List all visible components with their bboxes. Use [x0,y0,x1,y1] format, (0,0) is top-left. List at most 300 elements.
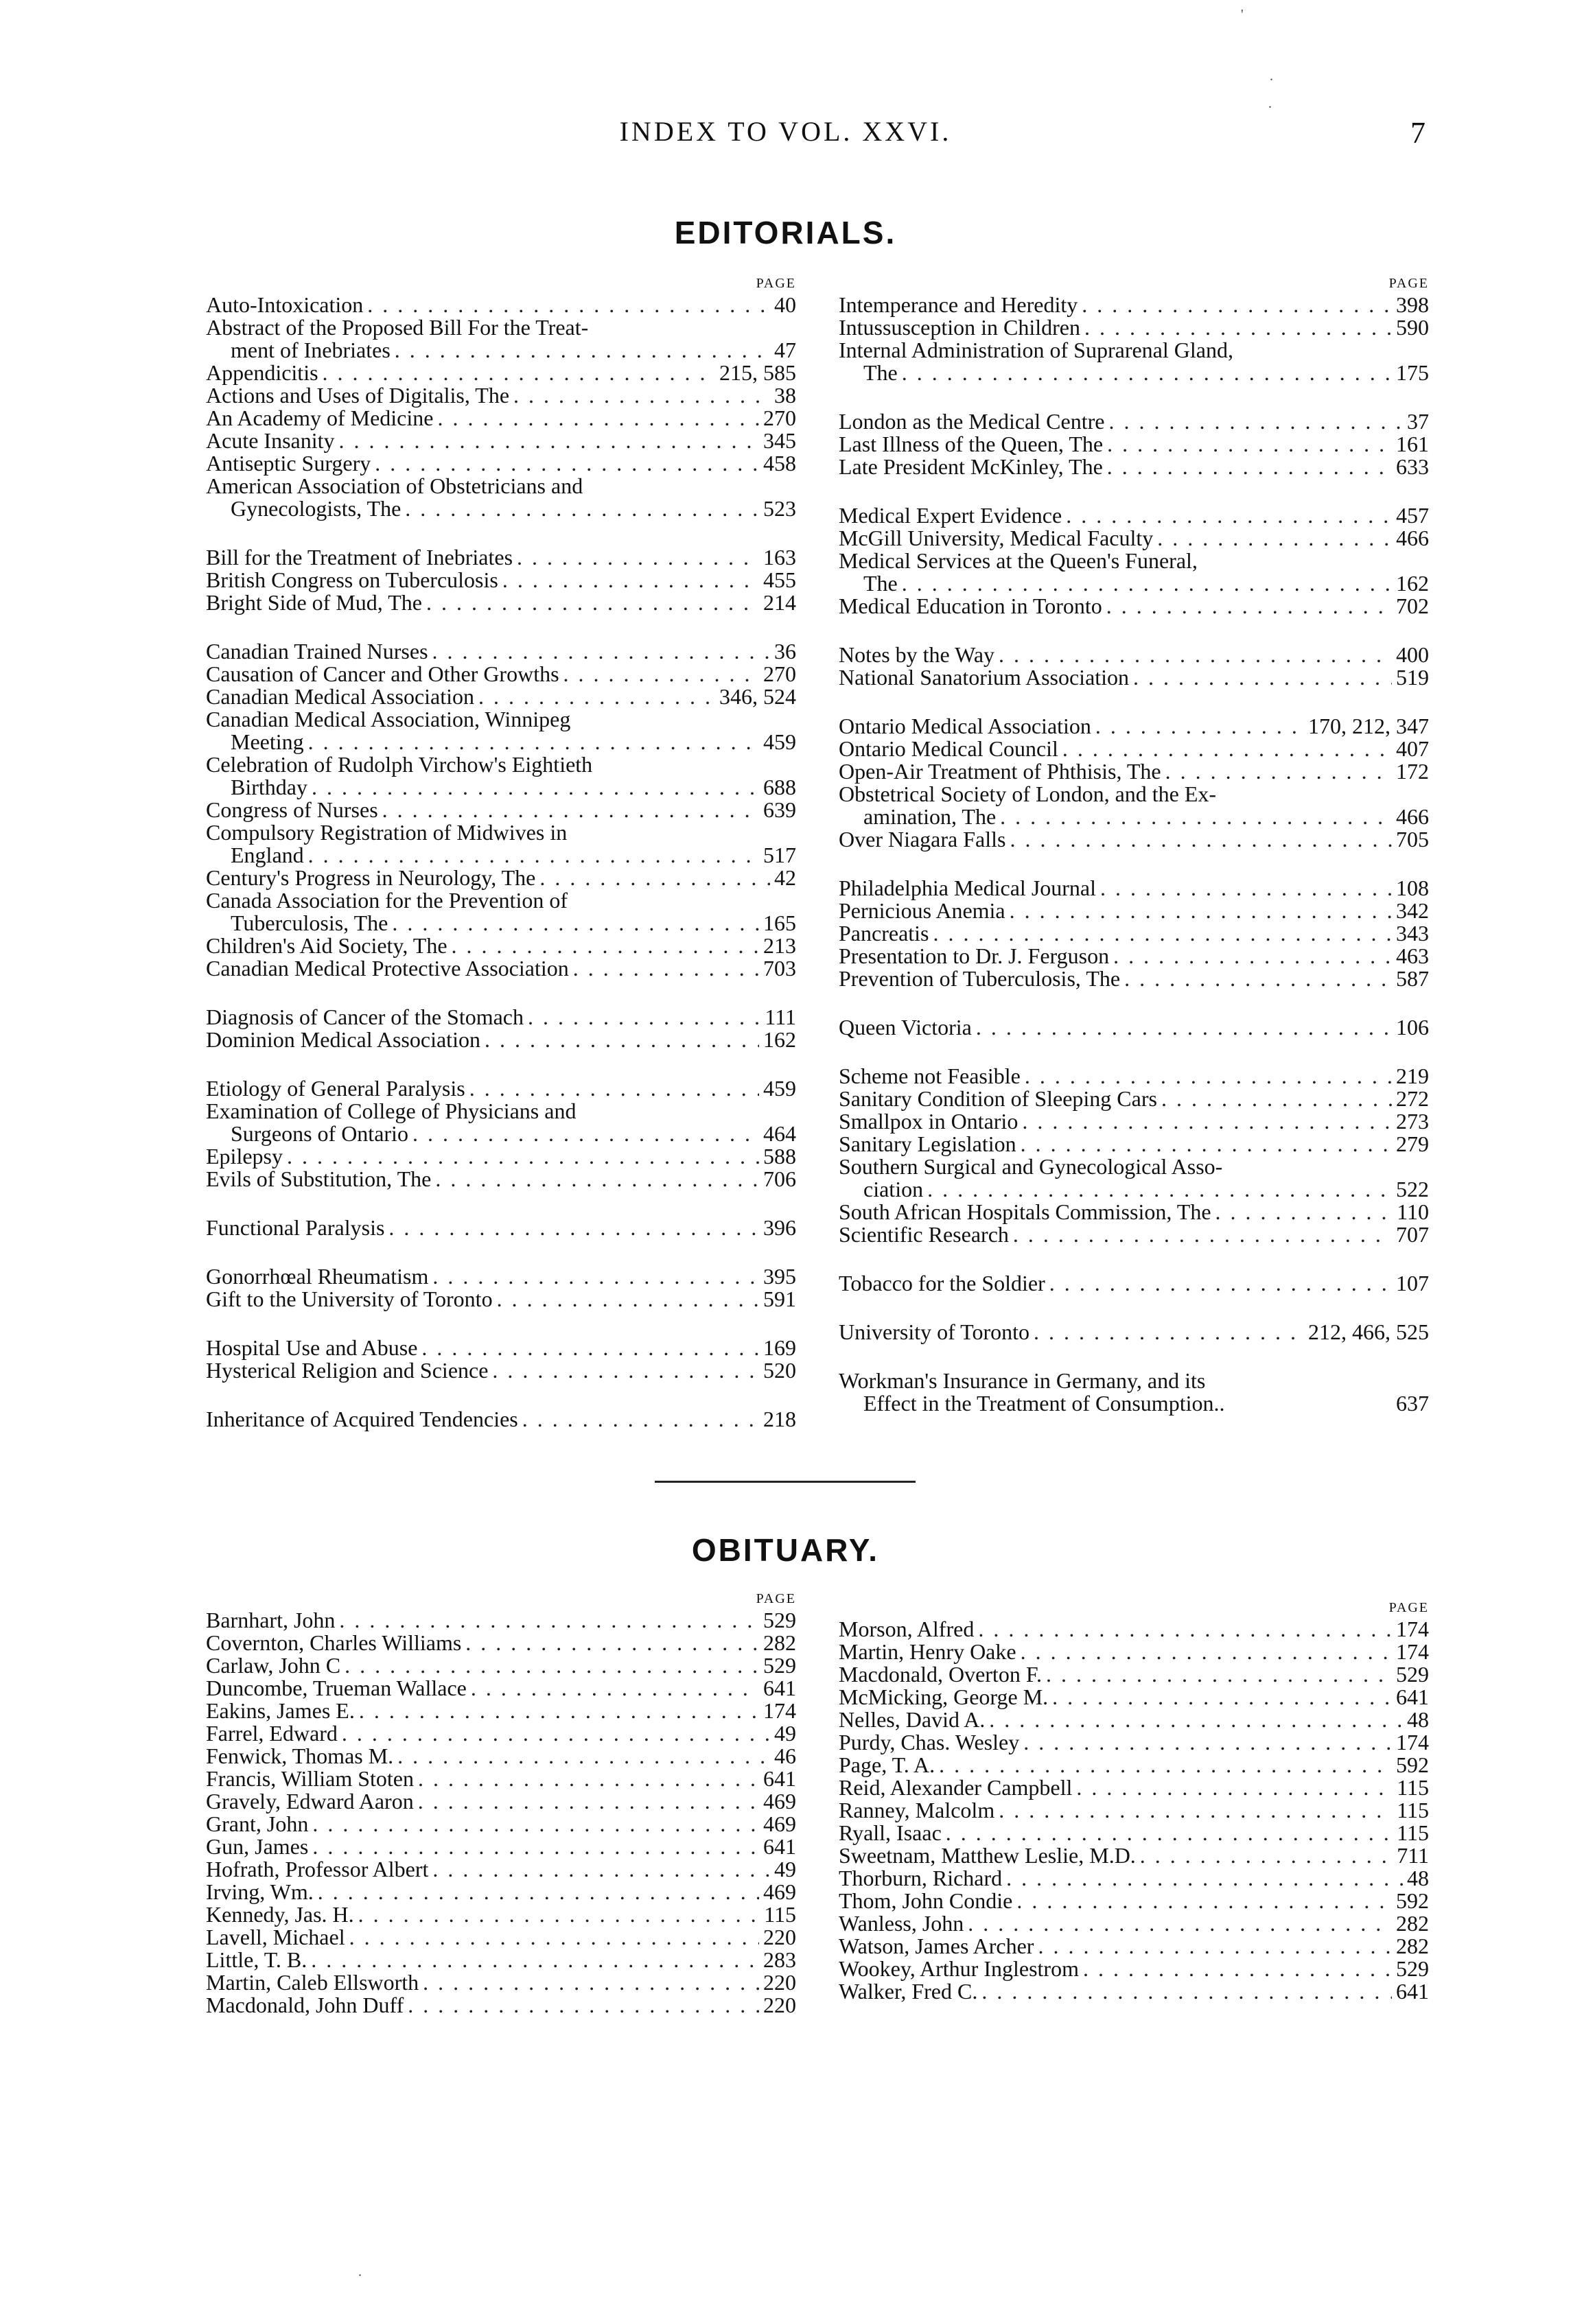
entry-page-number: 283 [763,1947,796,1972]
entry-page-number: 115 [1397,1775,1429,1800]
entry-page-number: 466 [1396,804,1429,829]
dot-leader [927,1178,1392,1201]
index-entry [839,877,1429,900]
entry-line [206,497,796,520]
entry-page-number: 396 [763,1215,796,1240]
obituary-entry [206,1654,796,1677]
entry-title: Ontario Medical Association [839,714,1091,738]
index-entry [839,1065,1429,1088]
obituary-entry [839,1709,1429,1731]
entry-title: Tobacco for the Soldier [839,1271,1045,1295]
entry-page-number: 174 [1396,1617,1429,1641]
dot-leader [408,1994,759,2017]
entry-title: Appendicitis [206,360,318,385]
entry-page-number: 469 [763,1811,796,1836]
dot-leader [1140,1844,1393,1867]
entry-title: Notes by the Way [839,642,995,667]
index-entry [839,504,1429,527]
entry-page-number: 457 [1396,503,1429,528]
dot-leader [517,546,759,569]
entry-title: Causation of Cancer and Other Growths [206,661,559,686]
obituary-entry [839,1912,1429,1935]
entry-line [206,844,796,867]
index-entry [839,666,1429,689]
entry-page-number: 529 [763,1653,796,1678]
entry-line [206,957,796,980]
dot-leader [1022,1110,1392,1133]
dot-leader [539,867,770,889]
index-entry [206,1077,796,1100]
entry-title: England [231,843,304,867]
print-speck: . [1270,69,1273,84]
dot-leader [421,1337,759,1359]
entry-page-number: 588 [763,1144,796,1169]
entry-page-number: 529 [1396,1662,1429,1687]
obituary-entry [839,1776,1429,1799]
obituary-entry [206,1881,796,1903]
entry-line [206,640,796,663]
entry-title: Fenwick, Thomas M. [206,1744,394,1768]
index-entry [206,957,796,980]
editorials-left-column [206,273,796,1431]
dot-leader [478,685,715,708]
dot-leader [452,935,759,957]
entry-title: Covernton, Charles Williams [206,1630,462,1655]
index-entry [206,1168,796,1190]
entry-page-number: 529 [763,1608,796,1632]
index-entry [839,828,1429,851]
entry-page-number: 463 [1396,943,1429,968]
obituary-entry [839,1799,1429,1822]
index-entry [206,1029,796,1051]
entry-title: Barnhart, John [206,1608,336,1632]
index-entry [839,945,1429,967]
index-entry [206,591,796,614]
dot-leader [1062,738,1392,760]
entry-page-number: 282 [763,1630,796,1655]
dot-leader [1082,294,1392,316]
entry-line [839,1201,1429,1223]
index-entry [206,708,796,753]
letter-group-gap [206,1190,796,1217]
entry-title: McMicking, George M. [839,1685,1049,1709]
entry-line [206,1029,796,1051]
obituary-entry [839,1686,1429,1709]
entry-title: Pernicious Anemia [839,898,1005,923]
index-entry [839,316,1429,339]
entry-page-number: 633 [1396,454,1429,479]
entry-page-number: 273 [1396,1109,1429,1134]
entry-line [206,1337,796,1359]
entry-title: Reid, Alexander Campbell [839,1775,1073,1800]
entry-line [206,1145,796,1168]
entry-page-number: 398 [1396,292,1429,317]
entry-title: Birthday [231,775,307,799]
entry-title-line: Celebration of Rudolph Virchow's Eightieth [206,752,593,777]
entry-title: Diagnosis of Cancer of the Stomach [206,1005,524,1029]
entry-page-number: 46 [774,1744,796,1768]
dot-leader [513,384,770,407]
dot-leader [435,1168,759,1190]
entry-title: Macdonald, John Duff [206,1993,404,2017]
entry-title: Tuberculosis, The [231,911,388,935]
print-speck: . [358,2264,362,2279]
index-entry [206,1288,796,1311]
entry-line [206,867,796,889]
entry-page-number: 522 [1396,1177,1429,1201]
index-entry [206,384,796,407]
obituary-left-list [206,1609,796,2017]
entry-line [839,456,1429,478]
entry-title: Antiseptic Surgery [206,451,371,476]
entry-line [839,760,1429,783]
editorials-right-column [839,273,1429,1415]
entry-title-line: Canadian Medical Association, Winnipeg [206,707,571,731]
index-entry [206,935,796,957]
entry-page-number: 42 [774,865,796,890]
dot-leader [1021,1641,1392,1663]
entry-title: Kennedy, Jas. H. [206,1902,354,1927]
entry-page-number: 106 [1396,1015,1429,1040]
index-entry [206,362,796,384]
entry-title: Hysterical Religion and Science [206,1358,489,1383]
entry-page-number: 172 [1396,759,1429,784]
dot-leader [1000,806,1392,828]
index-entry [206,294,796,316]
obituary-entry [206,1609,796,1632]
entry-line [206,1168,796,1190]
dot-leader [1095,715,1304,738]
index-entry [839,900,1429,922]
obituary-entry [206,1903,796,1926]
obituary-entry [206,1926,796,1949]
dot-leader [902,572,1392,595]
dot-leader [1215,1201,1393,1223]
entry-title: An Academy of Medicine [206,406,434,430]
entry-page-number: 218 [763,1407,796,1431]
entry-page-number: 212, 466, 525 [1308,1319,1429,1344]
dot-leader [1021,1133,1392,1155]
entry-line [206,685,796,708]
dot-leader [1010,828,1392,851]
entry-page-number: 711 [1397,1843,1429,1868]
entry-line [206,546,796,569]
entry-line [206,1359,796,1382]
letter-group-gap [206,520,796,546]
entry-page-number: 213 [763,933,796,958]
entry-line [206,1408,796,1431]
entry-page-number: 466 [1396,526,1429,550]
entry-title: Bright Side of Mud, The [206,590,422,615]
obituary-entry [206,1813,796,1835]
index-entry [206,1265,796,1288]
entry-page-number: 219 [1396,1064,1429,1088]
dot-leader [469,1077,759,1100]
entry-title: Philadelphia Medical Journal [839,876,1097,900]
dot-leader [1113,945,1392,967]
index-entry [839,715,1429,738]
dot-leader [1023,1731,1392,1754]
entry-page-number: 342 [1396,898,1429,923]
index-entry [206,316,796,362]
dot-leader [392,912,759,935]
page-column-label: PAGE [1388,276,1429,291]
print-speck: . [1268,96,1272,111]
dot-leader [432,1858,770,1881]
entry-line [206,1006,796,1029]
entry-line [206,362,796,384]
entry-page-number: 519 [1396,665,1429,690]
entry-line [839,806,1429,828]
entry-title: Gonorrhœal Rheumatism [206,1264,429,1289]
entry-title: Effect in the Treatment of Consumption.. [863,1391,1225,1416]
entry-line [839,828,1429,851]
index-entry [206,475,796,520]
dot-leader [342,1722,770,1745]
letter-group-gap [839,478,1429,504]
index-entry [206,753,796,799]
obituary-entry [839,1980,1429,2003]
obituary-entry [839,1663,1429,1686]
entry-page-number: 220 [763,1925,796,1949]
dot-leader [563,663,759,685]
index-entry [839,1155,1429,1201]
entry-title: Page, T. A. [839,1752,935,1777]
obituary-entry [839,1641,1429,1663]
dot-leader [312,1813,759,1835]
entry-line [839,666,1429,689]
dot-leader [1010,900,1392,922]
index-entry [839,1223,1429,1246]
dot-leader [412,1123,759,1145]
entry-page-number: 174 [1396,1730,1429,1754]
entry-line [839,504,1429,527]
index-entry [839,550,1429,595]
entry-title: Meeting [231,729,304,754]
entry-page-number: 220 [763,1993,796,2017]
dot-leader [432,640,770,663]
entry-page-number: 591 [763,1287,796,1311]
entry-title: Purdy, Chas. Wesley [839,1730,1020,1754]
obituary-entry [839,1822,1429,1844]
entry-title: Gun, James [206,1834,309,1859]
entry-title: Pancreatis [839,921,929,946]
entry-title: Carlaw, John C [206,1653,341,1678]
obituary-entry [839,1731,1429,1754]
entry-line [206,912,796,935]
index-entry [206,889,796,935]
entry-line [839,1016,1429,1039]
dot-leader [465,1632,759,1654]
dot-leader [1133,666,1392,689]
entry-page-number: 705 [1396,827,1429,852]
obituary-entry [206,1949,796,1971]
entry-title: Gynecologists, The [231,496,402,521]
entry-title: Congress of Nurses [206,797,378,822]
index-entry [839,1088,1429,1110]
entry-title: Wookey, Arthur Inglestrom [839,1956,1079,1981]
entry-line [206,776,796,799]
entry-title: Smallpox in Ontario [839,1109,1019,1134]
dot-leader [375,452,759,475]
entry-title: Auto-Intoxication [206,292,364,317]
entry-title: National Sanatorium Association [839,665,1130,690]
entry-title: Bill for the Treatment of Inebriates [206,545,513,570]
entry-page-number: 641 [763,1676,796,1700]
entry-page-number: 214 [763,590,796,615]
entry-page-number: 520 [763,1358,796,1383]
entry-page-number: 115 [1397,1798,1429,1822]
entry-line [839,945,1429,967]
dot-leader [423,1971,759,1994]
entry-page-number: 459 [763,729,796,754]
dot-leader [933,922,1393,945]
entry-title: Dominion Medical Association [206,1027,480,1052]
index-entry [839,922,1429,945]
index-entry [206,546,796,569]
entry-title: Scheme not Feasible [839,1064,1021,1088]
entry-line [839,900,1429,922]
entry-line [839,1223,1429,1246]
index-entry [839,760,1429,783]
entry-title: Over Niagara Falls [839,827,1006,852]
index-entry [839,1321,1429,1343]
dot-leader [999,1799,1393,1822]
obituary-left-column [206,1588,796,2017]
dot-leader [902,362,1392,384]
entry-line [206,591,796,614]
dot-leader [418,1790,759,1813]
entry-line [839,316,1429,339]
index-entry [839,967,1429,990]
entry-page-number: 38 [774,383,796,408]
entry-page-number: 702 [1396,594,1429,618]
entry-title: Gift to the University of Toronto [206,1287,493,1311]
obituary-entry [206,1858,796,1881]
obituary-entry [206,1722,796,1745]
entry-title: Medical Education in Toronto [839,594,1102,618]
entry-page-number: 282 [1396,1911,1429,1936]
entry-page-number: 343 [1396,921,1429,946]
entry-title: Martin, Henry Oake [839,1639,1016,1664]
dot-leader [339,1609,759,1632]
entry-page-number: 523 [763,496,796,521]
entry-line [839,362,1429,384]
entry-line [839,1392,1429,1415]
dot-leader [1108,410,1403,433]
index-entry [839,1201,1429,1223]
entry-page-number: 270 [763,406,796,430]
entry-title-line: Abstract of the Proposed Bill For the Treat- [206,315,589,340]
index-entry [839,433,1429,456]
entry-title: Ranney, Malcolm [839,1798,995,1822]
index-entry [206,1217,796,1239]
entry-page-number: 215, 585 [719,360,796,385]
entry-page-number: 592 [1396,1752,1429,1777]
dot-leader [1049,1272,1392,1295]
entry-title: Acute Insanity [206,428,335,453]
letter-group-gap [206,1051,796,1077]
dot-leader [1006,1867,1403,1890]
entry-page-number: 163 [763,545,796,570]
entry-title: Medical Expert Evidence [839,503,1062,528]
entry-line [206,731,796,753]
entry-title: Ontario Medical Council [839,736,1058,761]
entry-page-number: 115 [1397,1820,1429,1845]
dot-leader [939,1754,1392,1776]
entry-title: Lavell, Michael [206,1925,345,1949]
entry-title: Watson, James Archer [839,1934,1034,1958]
dot-leader [528,1006,760,1029]
entry-page-number: 592 [1396,1888,1429,1913]
dot-leader [1161,1088,1392,1110]
entry-line [206,799,796,821]
entry-title: Nelles, David A. [839,1707,986,1732]
obituary-entry [839,1890,1429,1912]
entry-title-line: Compulsory Registration of Midwives in [206,820,568,845]
entry-title-line: Medical Services at the Queen's Funeral, [839,548,1198,573]
letter-group-gap [206,1239,796,1265]
dot-leader [359,1700,759,1722]
entry-page-number: 174 [1396,1639,1429,1664]
dot-leader [349,1926,759,1949]
dot-leader [345,1654,759,1677]
dot-leader [946,1822,1393,1844]
dot-leader [397,1745,770,1768]
obituary-entry [206,1835,796,1858]
entry-page-number: 469 [763,1789,796,1814]
entry-page-number: 174 [763,1698,796,1723]
dot-leader [312,776,759,799]
entry-title: Wanless, John [839,1911,964,1936]
entry-line [839,967,1429,990]
entry-title: Scientific Research [839,1222,1009,1247]
entry-page-number: 175 [1396,360,1429,385]
dot-leader [308,731,759,753]
dot-leader [339,430,760,452]
dot-leader [485,1029,759,1051]
index-entry [206,1408,796,1431]
dot-leader [1016,1890,1392,1912]
entry-title: Thorburn, Richard [839,1866,1003,1890]
entry-line [839,1110,1429,1133]
letter-group-gap [839,384,1429,410]
entry-title-line: Workman's Insurance in Germany, and its [839,1368,1206,1393]
entry-title: University of Toronto [839,1319,1030,1344]
entry-page-number: 48 [1407,1707,1429,1732]
entry-title: Late President McKinley, The [839,454,1103,479]
entry-page-number: 590 [1396,315,1429,340]
dot-leader [492,1359,759,1382]
dot-leader [1034,1321,1304,1343]
letter-group-gap [839,1343,1429,1370]
index-entry [839,410,1429,433]
dot-leader [1107,433,1392,456]
entry-line [839,1272,1429,1295]
dot-leader [1052,1686,1392,1709]
entry-title: Canadian Medical Association [206,684,475,709]
dot-leader [437,407,759,430]
obituary-entry [839,1844,1429,1867]
letter-group-gap [206,1382,796,1408]
entry-page-number: 270 [763,661,796,686]
dot-leader [432,1265,759,1288]
editorials-left-list [206,294,796,1431]
page-column-label: PAGE [1388,1600,1429,1615]
index-entry [206,1006,796,1029]
entry-title: Gravely, Edward Aaron [206,1789,414,1814]
editorials-title: EDITORIALS. [674,215,897,250]
